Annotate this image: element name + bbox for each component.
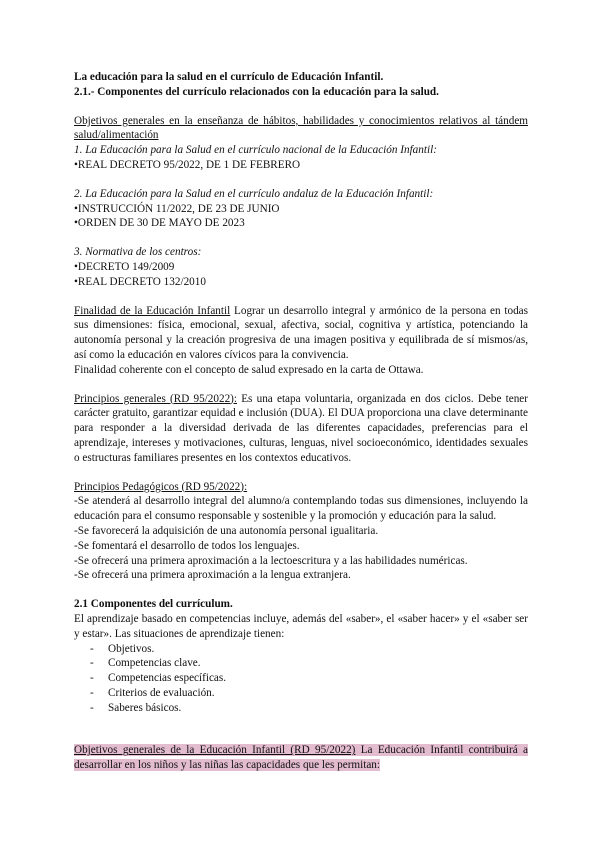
list-item: •REAL DECRETO 95/2022, DE 1 DE FEBRERO [74, 158, 301, 171]
finalidad-paragraph [74, 304, 528, 363]
objetivos-infantil-paragraph [74, 743, 528, 773]
componentes-list [74, 642, 528, 716]
document-subtitle: 2.1.- Componentes del currículo relacionados con la educación para la salud. [74, 85, 439, 98]
finalidad-heading: Finalidad de la Educación Infantil [74, 304, 231, 317]
list-item: •ORDEN DE 30 DE MAYO DE 2023 [74, 217, 245, 230]
group-label-centros: 3. Normativa de los centros: [74, 246, 202, 259]
group-label-nacional: 1. La Educación para la Salud en el currículo nacional de la Educación Infantil: [74, 144, 437, 157]
list-item: -Se atenderá al desarrollo integral del alumno/a contemplando todas sus dimensiones, incluyendo la educación para el consumo responsable y sostenible y la promoción y educación para la salud. [74, 495, 528, 523]
list-item: -Se ofrecerá una primera aproximación a la lengua extranjera. [74, 569, 351, 582]
objetivos-infantil-heading: Objetivos generales de la Educación Infantil (RD 95/2022) [74, 744, 356, 757]
principios-pedagogicos-heading: Principios Pedagógicos (RD 95/2022): [74, 480, 248, 493]
list-item: - Objetivos. [90, 642, 528, 657]
objetivos-infantil-text: La Educación Infantil contribuirá a desarrollar en los niños y las niñas las capacidades que les permitan: [74, 744, 528, 772]
objetivos-habitos-heading: Objetivos generales en la enseñanza de hábitos, habilidades y conocimientos relativos al tándem salud/alimentación [74, 114, 528, 142]
principios-generales-text: Es una etapa voluntaria, organizada en dos ciclos. Debe tener carácter gratuito, garantizar equidad e inclusión (DUA). El DUA proporciona una clave determinante para responder a la diversidad derivada de las diferentes capacidades, preferencias para el aprendizaje, intereses y motivaciones, culturas, lenguas, nivel socioeconómico, identidades sexuales o estructuras familiares presentes en los contextos educativos. [74, 392, 528, 464]
componentes-heading: 2.1 Componentes del currículum. [74, 598, 233, 611]
list-item: - Criterios de evaluación. [90, 686, 528, 701]
list-item: -Se ofrecerá una primera aproximación a la lectoescritura y a las habilidades numéricas. [74, 554, 468, 567]
list-item: - Saberes básicos. [90, 701, 528, 716]
list-item: -Se favorecerá la adquisición de una autonomía personal igualitaria. [74, 524, 379, 537]
group-label-andaluz: 2. La Educación para la Salud en el currículo andaluz de la Educación Infantil: [74, 187, 434, 200]
finalidad-text: Lograr un desarrollo integral y armónico de la persona en todas sus dimensiones: física, emocional, sexual, afectiva, social, cognitiva y artística, potenciando la autonomía personal y la creación progresiva de una imagen positiva y equilibrada de sí mismos/as, así como la educación en valores cívicos para la convivencia. [74, 304, 528, 361]
principios-generales-heading: Principios generales (RD 95/2022): [74, 392, 238, 405]
list-item: - Competencias clave. [90, 656, 528, 671]
document-title: La educación para la salud en el currículo de Educación Infantil. [74, 71, 384, 83]
list-item: •DECRETO 149/2009 [74, 260, 175, 273]
list-item: •REAL DECRETO 132/2010 [74, 275, 206, 288]
componentes-text: El aprendizaje basado en competencias incluye, además del «saber», el «saber hacer» y el «saber ser y estar». Las situaciones de aprendizaje tienen: [74, 612, 528, 640]
document-page [74, 70, 528, 773]
list-item: -Se fomentará el desarrollo de todos los lenguajes. [74, 539, 300, 552]
list-item: - Competencias específicas. [90, 671, 528, 686]
finalidad-note: Finalidad coherente con el concepto de salud expresado en la carta de Ottawa. [74, 363, 424, 376]
principios-generales-paragraph [74, 392, 528, 466]
list-item: •INSTRUCCIÓN 11/2022, DE 23 DE JUNIO [74, 202, 280, 215]
